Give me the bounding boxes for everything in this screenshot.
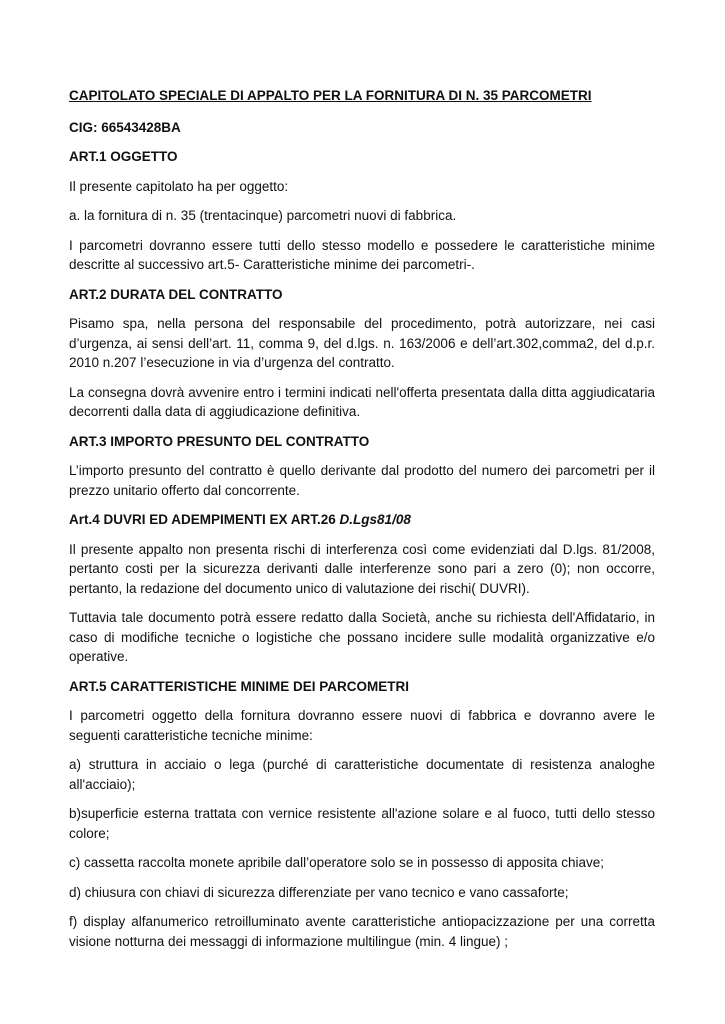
art1-heading: ART.1 OGGETTO (69, 149, 178, 164)
art5-item-c: c) cassetta raccolta monete apribile dall’operatore solo se in possesso di apposita chiave; (69, 855, 605, 870)
art5-paragraph-1: I parcometri oggetto della fornitura dovranno essere nuovi di fabbrica e dovranno avere le seguenti caratteristiche tecniche minime: (69, 708, 655, 743)
document-title: CAPITOLATO SPECIALE DI APPALTO PER LA FORNITURA DI N. 35 PARCOMETRI (69, 88, 592, 103)
art4-paragraph-1: Il presente appalto non presenta rischi di interferenza così come evidenziati dal D.lgs. 81/2008, pertanto costi per la sicurezza derivanti dalle interferenze sono pari a zero (0); non occorre, pertanto, la redazione del documento unico di valutazione dei rischi( DUVRI). (69, 541, 655, 596)
cig-code: CIG: 66543428BA (69, 119, 181, 135)
art4-heading-italic: D.Lgs81/08 (339, 512, 411, 527)
art5-item-b: b)superficie esterna trattata con vernice resistente all'azione solare e al fuoco, tutti dello stesso colore; (69, 806, 655, 841)
art5-item-a: a) struttura in acciaio o lega (purché di caratteristiche documentate di resistenza analoghe all'acciaio); (69, 757, 655, 792)
art4-heading-main: Art.4 DUVRI ED ADEMPIMENTI EX ART.26 (69, 512, 340, 527)
art1-paragraph-2: a. la fornitura di n. 35 (trentacinque) parcometri nuovi di fabbrica. (69, 208, 457, 223)
art5-item-f: f) display alfanumerico retroilluminato avente caratteristiche antiopacizzazione per una corretta visione notturna dei messaggi di informazione multilingue (min. 4 lingue) ; (69, 914, 655, 949)
art2-paragraph-1: Pisamo spa, nella persona del responsabile del procedimento, potrà autorizzare, nei casi d’urgenza, ai sensi dell’art. 11, comma 9, del d.lgs. n. 163/2006 e dell’art.302,comma2, del d.p.r. 2010 n.207 l’esecuzione in via d’urgenza del contratto. (69, 316, 655, 370)
art2-paragraph-2: La consegna dovrà avvenire entro i termini indicati nell'offerta presentata dalla ditta aggiudicataria decorrenti dalla data di aggiudicazione definitiva. (69, 384, 655, 419)
art1-paragraph-1: Il presente capitolato ha per oggetto: (69, 178, 289, 194)
art5-item-d: d) chiusura con chiavi di sicurezza differenziate per vano tecnico e vano cassaforte; (69, 884, 569, 900)
art3-heading: ART.3 IMPORTO PRESUNTO DEL CONTRATTO (69, 433, 370, 449)
art5-heading: ART.5 CARATTERISTICHE MINIME DEI PARCOMETRI (69, 678, 410, 694)
art3-paragraph-1: L’importo presunto del contratto è quello derivante dal prodotto del numero dei parcometri per il prezzo unitario offerto dal concorrente. (69, 463, 655, 498)
art1-paragraph-3: I parcometri dovranno essere tutti dello stesso modello e possedere le caratteristiche minime descritte al successivo art.5- Caratteristiche minime dei parcometri-. (69, 237, 655, 272)
art4-heading (69, 510, 655, 530)
art4-paragraph-2: Tuttavia tale documento potrà essere redatto dalla Società, anche su richiesta dell'Affidatario, in caso di modifiche tecniche o logistiche che possano incidere sulle modalità organizzative e/o operative. (69, 610, 655, 664)
art2-heading: ART.2 DURATA DEL CONTRATTO (69, 286, 283, 302)
